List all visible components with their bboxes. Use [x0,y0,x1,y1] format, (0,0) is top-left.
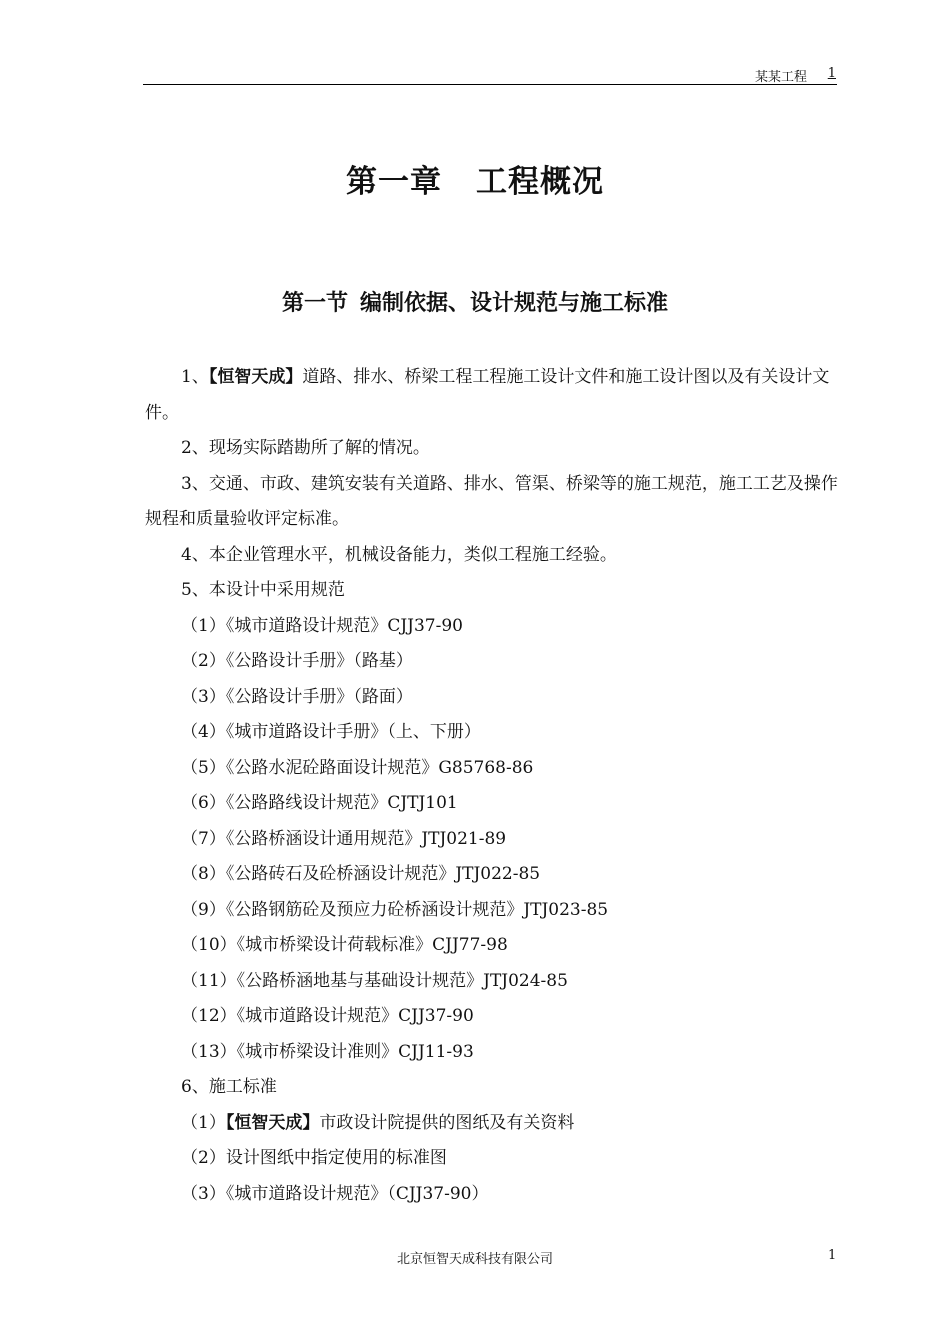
header-page-number: 1 [827,66,836,81]
standard-item-2: （2）设计图纸中指定使用的标准图 [181,1148,447,1168]
section-name: 编制依据、设计规范与施工标准 [360,291,669,316]
standards-heading: 6、施工标准 [181,1077,277,1097]
paragraph-1 [145,360,839,431]
document-body [145,360,839,1212]
paragraph-text: 道路、排水、桥梁工程工程施工设计文件和施工设计图以及有关设计文件。 [145,367,830,423]
spec-item: （13）《城市桥梁设计准则》CJJ11-93 [181,1041,474,1062]
paragraph-3: 3、交通、市政、建筑安装有关道路、排水、管渠、桥梁等的施工规范，施工工艺及操作规程和质量验收评定标准。 [145,473,838,529]
spec-item: （12）《城市道路设计规范》CJJ37-90 [181,1006,474,1026]
spec-item: （5）《公路水泥砼路面设计规范》G85768-86 [181,757,534,778]
spec-item: （7）《公路桥涵设计通用规范》JTJ021-89 [181,828,507,849]
item-number: （1） [181,1112,226,1133]
chapter-name: 工程概况 [476,164,604,200]
section-title [0,286,950,317]
spec-item: （4）《城市道路设计手册》（上、下册） [181,722,481,742]
footer-company: 北京恒智天成科技有限公司 [396,1252,553,1267]
spec-item: （11）《公路桥涵地基与基础设计规范》JTJ024-85 [181,970,568,991]
chapter-number: 第一章 [346,164,442,200]
paragraph-5: 5、本设计中采用规范 [181,580,345,600]
paragraph-4: 4、本企业管理水平，机械设备能力，类似工程施工经验。 [181,544,617,565]
chapter-title [0,156,950,201]
item-text: 市政设计院提供的图纸及有关资料 [319,1112,575,1133]
spec-item: （2）《公路设计手册》（路基） [181,651,413,671]
section-number: 第一节 [281,291,348,316]
paragraph-2: 2、现场实际踏勘所了解的情况。 [181,438,430,458]
footer-page-number: 1 [828,1248,837,1263]
page-header [143,62,837,85]
standard-item-1 [145,1106,839,1142]
spec-item: （10）《城市桥梁设计荷载标准》CJJ77-98 [181,935,508,955]
company-name: 【恒智天成】 [208,367,303,387]
spec-item: （8）《公路砖石及砼桥涵设计规范》JTJ022-85 [181,864,541,884]
spec-item: （3）《公路设计手册》（路面） [181,686,413,707]
standard-item-3: （3）《城市道路设计规范》（CJJ37-90） [181,1183,489,1204]
spec-item: （1）《城市道路设计规范》CJJ37-90 [181,615,463,636]
spec-item: （6）《公路路线设计规范》CJTJ101 [181,793,458,813]
paragraph-number: 1、 [181,367,209,387]
company-name: 【恒智天成】 [225,1112,320,1133]
header-title: 某某工程 [754,70,807,85]
spec-item: （9）《公路钢筋砼及预应力砼桥涵设计规范》JTJ023-85 [181,899,609,920]
